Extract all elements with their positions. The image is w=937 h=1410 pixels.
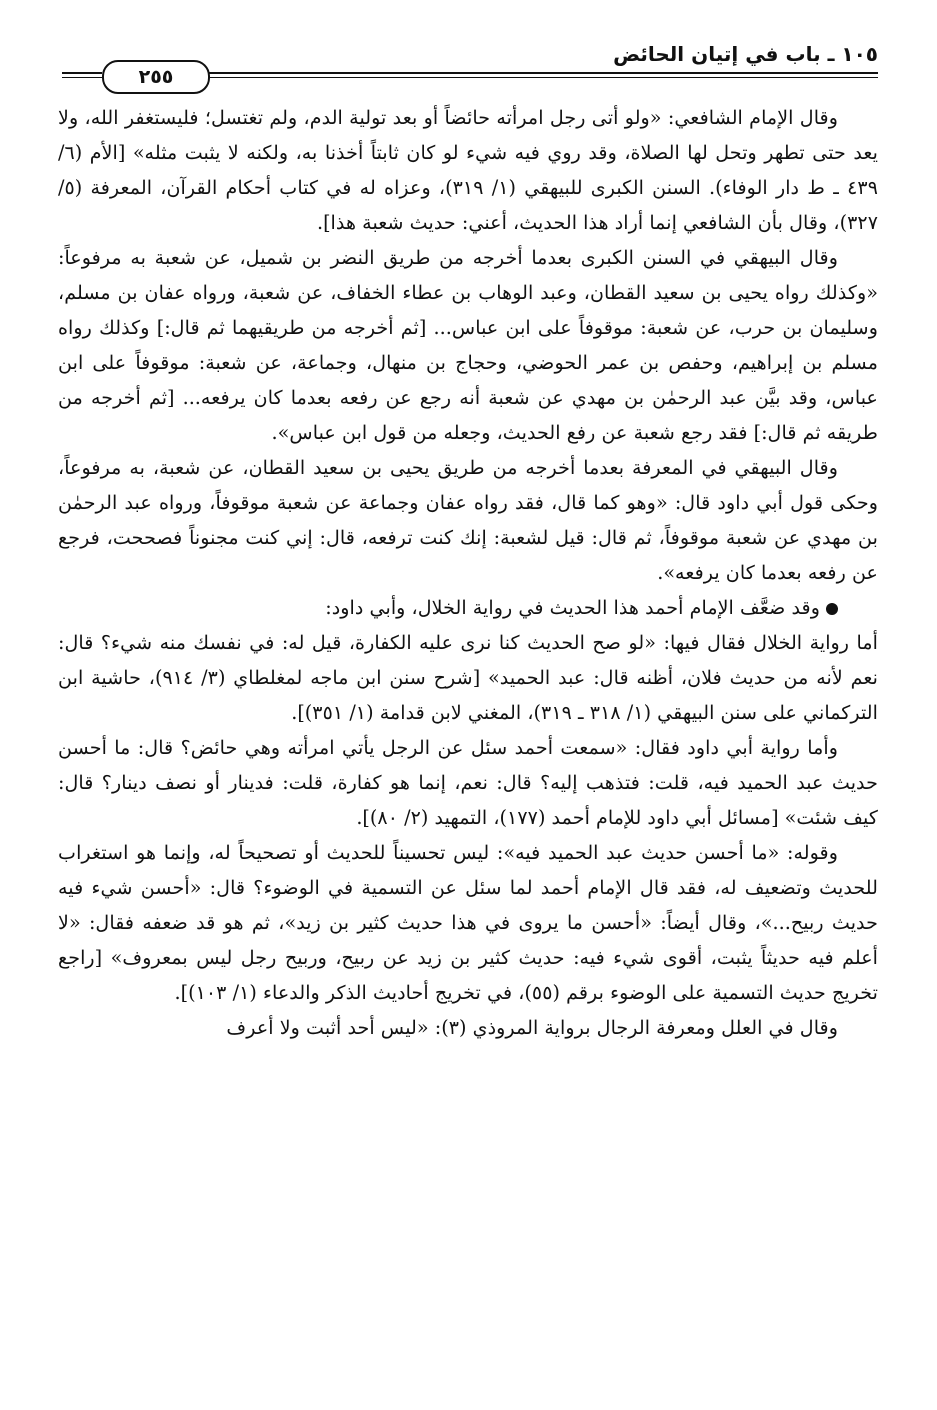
- paragraph-ahmad-weakening: [58, 590, 878, 625]
- book-page: [58, 36, 878, 1386]
- page-body: [58, 100, 878, 1045]
- paragraph-ahmad-weakening-text: وقد ضعَّف الإمام أحمد هذا الحديث في رواية الخلال، وأبي داود:: [325, 596, 820, 619]
- page-header: [58, 36, 878, 100]
- running-title: ١٠٥ ـ باب في إتيان الحائض: [613, 42, 878, 66]
- page-number-badge: ٢٥٥: [102, 60, 210, 94]
- paragraph-khallal: أما رواية الخلال فقال فيها: «لو صح الحديث كنا نرى عليه الكفارة، قيل له: في نفسك منه شيء؟ قال: نعم لأنه من حديث فلان، أظنه قال: عبد الحميد» [شرح سنن ابن ماجه لمغلطاي (٣/ ٩١٤)، حاشية ابن التركماني على سنن البيهقي (١/ ٣١٨ ـ ٣١٩)، المغني لابن قدامة (١/ ٣٥١)].: [58, 631, 878, 724]
- paragraph-shafii: وقال الإمام الشافعي: «ولو أتى رجل امرأته حائضاً أو بعد تولية الدم، ولم تغتسل؛ فليستغفر الله، ولا يعد حتى تطهر وتحل لها الصلاة، وقد روي فيه شيء لو كان ثابتاً أخذنا به، ولكنه لا يثبت مثله» [الأم (٦/ ٤٣٩ ـ ط دار الوفاء). السنن الكبرى للبيهقي (١/ ٣١٩)، وعزاه له في كتاب أحكام القرآن، المعرفة (٥/ ٣٢٧)، وقال بأن الشافعي إنما أراد هذا الحديث، أعني: حديث شعبة هذا].: [58, 106, 878, 234]
- paragraph-abu-dawud: وأما رواية أبي داود فقال: «سمعت أحمد سئل عن الرجل يأتي امرأته وهي حائض؟ قال: ما أحسن حديث عبد الحميد فيه، قلت: فتذهب إليه؟ قال: نعم، إنما هو كفارة، قلت: فدينار أو نصف دينار؟ قال: كيف شئت» [مسائل أبي داود للإمام أحمد (١٧٧)، التمهيد (٢/ ٨٠)].: [58, 736, 878, 829]
- paragraph-ilal: وقال في العلل ومعرفة الرجال برواية المروذي (٣): «ليس أحد أثبت ولا أعرف: [226, 1016, 838, 1039]
- paragraph-bayhaqi-sunan: وقال البيهقي في السنن الكبرى بعدما أخرجه من طريق النضر بن شميل، عن شعبة به مرفوعاً: «وكذلك رواه يحيى بن سعيد القطان، وعبد الوهاب بن عطاء الخفاف، عن شعبة، ورواه عفان بن مسلم، وسليمان بن حرب، عن شعبة: موقوفاً على ابن عباس... [ثم أخرجه من طريقيهما ثم قال:] وكذلك رواه مسلم بن إبراهيم، وحفص بن عمر الحوضي، وحجاج بن منهال، وجماعة، عن شعبة: موقوفاً على ابن عباس، وقد بيَّن عبد الرحمٰن بن مهدي عن شعبة أنه رجع عن رفعه بعدما كان يرفعه... [ثم أخرجه من طريقه ثم قال:] فقد رجع شعبة عن رفع الحديث، وجعله من قول ابن عباس».: [58, 246, 878, 444]
- bullet-icon: [826, 603, 838, 615]
- paragraph-explanation: وقوله: «ما أحسن حديث عبد الحميد فيه»: ليس تحسيناً للحديث أو تصحيحاً له، وإنما هو استغراب للحديث وتضعيف له، فقد قال الإمام أحمد لما سئل عن التسمية في الوضوء؟ قال: «أحسن شيء فيه حديث ربيح...»، وقال أيضاً: «أحسن ما يروى في هذا حديث كثير بن زيد»، ثم هو قد ضعفه فقال: «لا أعلم فيه حديثاً يثبت، أقوى شيء فيه: حديث كثير بن زيد عن ربيح، وربيح رجل ليس بمعروف» [راجع تخريج حديث التسمية على الوضوء برقم (٥٥)، في تخريج أحاديث الذكر والدعاء (١/ ١٠٣)].: [58, 841, 878, 1004]
- paragraph-bayhaqi-marifa: وقال البيهقي في المعرفة بعدما أخرجه من طريق يحيى بن سعيد القطان، عن شعبة، به مرفوعاً، وحكى قول أبي داود قال: «وهو كما قال، فقد رواه عفان وجماعة عن شعبة موقوفاً، ورواه عبد الرحمٰن بن مهدي عن شعبة موقوفاً، ثم قال: قيل لشعبة: إنك كنت ترفعه، قال: إني كنت مجنوناً فصححت، فرجع عن رفعه بعدما كان يرفعه».: [58, 456, 878, 584]
